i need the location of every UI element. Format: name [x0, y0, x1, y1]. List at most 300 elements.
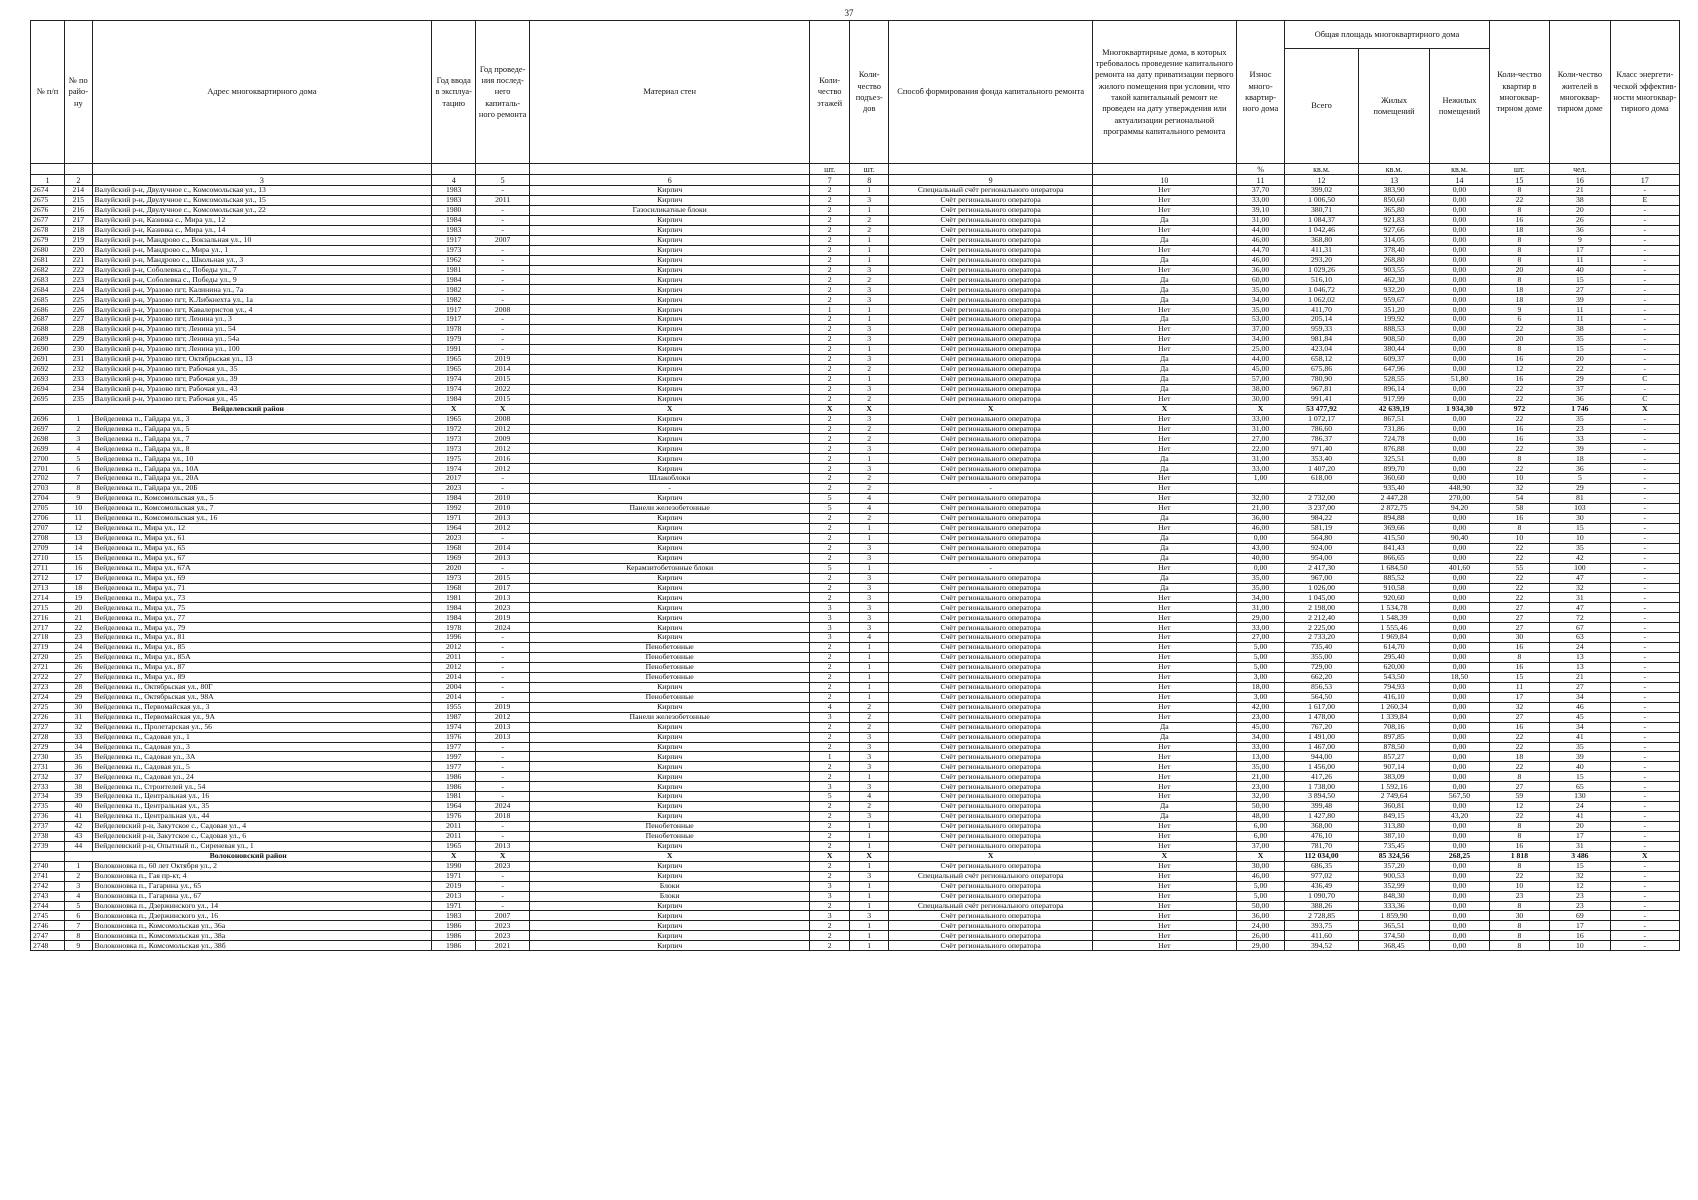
residents-cell: 23 [1550, 891, 1610, 901]
last-repair-year-cell: 2018 [476, 812, 530, 822]
privatization-repair-cell: Нет [1092, 682, 1236, 692]
floors-cell: 2 [810, 335, 850, 345]
apartments-cell: 8 [1489, 921, 1549, 931]
year-built-cell: 1981 [432, 593, 476, 603]
area-residential-cell: 897,85 [1358, 732, 1429, 742]
address-cell: Валуйский р-н, Уразово пгт, Рабочая ул., 43 [92, 384, 432, 394]
privatization-repair-cell: Да [1092, 454, 1236, 464]
area-total-cell: 856,53 [1285, 682, 1359, 692]
energy-class-cell: - [1610, 345, 1679, 355]
privatization-repair-cell: Нет [1092, 563, 1236, 573]
area-residential-cell: 369,66 [1358, 523, 1429, 533]
wall-material-cell: Кирпич [530, 225, 810, 235]
row-index-cell: 2735 [31, 802, 65, 812]
address-cell: Вейделевка п., Гайдара ул., 8 [92, 444, 432, 454]
energy-class-cell: - [1610, 891, 1679, 901]
residents-cell: 5 [1550, 474, 1610, 484]
energy-class-cell: - [1610, 265, 1679, 275]
area-residential-cell: 867,51 [1358, 414, 1429, 424]
table-row [31, 802, 1680, 812]
residents-cell: 47 [1550, 573, 1610, 583]
last-repair-year-cell: 2017 [476, 583, 530, 593]
area-residential-cell: 878,50 [1358, 742, 1429, 752]
wall-material-cell: Кирпич [530, 762, 810, 772]
area-total-cell: 1 045,00 [1285, 593, 1359, 603]
residents-cell: 21 [1550, 672, 1610, 682]
residents-cell: 34 [1550, 722, 1610, 732]
entrances-cell: 1 [849, 523, 889, 533]
district-index-cell: 3 [65, 434, 92, 444]
wall-material-cell: Пенобетонные [530, 822, 810, 832]
residents-cell: 20 [1550, 822, 1610, 832]
district-index-cell: 231 [65, 354, 92, 364]
residents-cell: 39 [1550, 295, 1610, 305]
residents-cell: 39 [1550, 752, 1610, 762]
address-cell: Вейделевский р-н, Опытный п., Сиреневая ул., 1 [92, 841, 432, 851]
energy-class-cell: - [1610, 871, 1679, 881]
district-index-cell: 4 [65, 891, 92, 901]
residents-cell: 39 [1550, 444, 1610, 454]
column-number-cell: 7 [810, 175, 850, 186]
wall-material-cell: Кирпич [530, 345, 810, 355]
floors-cell: 2 [810, 722, 850, 732]
last-repair-year-cell: 2024 [476, 802, 530, 812]
area-residential-cell: 2 749,64 [1358, 792, 1429, 802]
apartments-cell: 8 [1489, 822, 1549, 832]
wall-material-cell: Кирпич [530, 941, 810, 951]
area-residential-cell: 1 548,39 [1358, 613, 1429, 623]
row-index-cell: 2724 [31, 692, 65, 702]
privatization-repair-cell: Нет [1092, 643, 1236, 653]
entrances-cell: 1 [849, 533, 889, 543]
area-total-cell: 2 733,20 [1285, 633, 1359, 643]
privatization-repair-cell: Нет [1092, 613, 1236, 623]
address-cell: Вейделевка п., Гайдара ул., 10 [92, 454, 432, 464]
last-repair-year-cell: 2019 [476, 354, 530, 364]
floors-cell: 2 [810, 186, 850, 196]
address-cell: Вейделевка п., Октябрьская ул., 80Г [92, 682, 432, 692]
wall-material-cell: Кирпич [530, 911, 810, 921]
last-repair-year-cell: 2012 [476, 424, 530, 434]
area-nonresidential-cell: 0,00 [1430, 682, 1489, 692]
fund-method-cell: Счёт регионального оператора [889, 653, 1092, 663]
privatization-repair-cell: Нет [1092, 772, 1236, 782]
table-row [31, 553, 1680, 563]
residents-cell: 72 [1550, 613, 1610, 623]
table-row [31, 722, 1680, 732]
table-header [31, 21, 1680, 186]
energy-class-cell: - [1610, 215, 1679, 225]
last-repair-year-cell: - [476, 335, 530, 345]
wall-material-cell: Кирпич [530, 901, 810, 911]
row-index-cell: 2746 [31, 921, 65, 931]
area-nonresidential-cell: 0,00 [1430, 295, 1489, 305]
privatization-repair-cell: Да [1092, 722, 1236, 732]
wall-material-cell: X [530, 404, 810, 414]
fund-method-cell: Специальный счёт регионального оператора [889, 186, 1092, 196]
last-repair-year-cell: 2013 [476, 732, 530, 742]
apartments-cell: 22 [1489, 593, 1549, 603]
year-built-cell: 1983 [432, 225, 476, 235]
apartments-cell: 16 [1489, 424, 1549, 434]
wall-material-cell: Кирпич [530, 573, 810, 583]
address-cell: Валуйский р-н, Уразово пгт, К.Либкнехта ул., 1а [92, 295, 432, 305]
apartments-cell: 22 [1489, 762, 1549, 772]
row-index-cell: 2721 [31, 663, 65, 673]
apartments-cell: 27 [1489, 623, 1549, 633]
area-residential-cell: 731,86 [1358, 424, 1429, 434]
area-total-cell: 686,35 [1285, 861, 1359, 871]
last-repair-year-cell: X [476, 851, 530, 861]
table-row [31, 712, 1680, 722]
row-index-cell: 2705 [31, 504, 65, 514]
year-built-cell: 1986 [432, 772, 476, 782]
last-repair-year-cell: - [476, 692, 530, 702]
privatization-repair-cell: Да [1092, 802, 1236, 812]
privatization-repair-cell: Да [1092, 513, 1236, 523]
area-nonresidential-cell: 0,00 [1430, 653, 1489, 663]
apartments-cell: 16 [1489, 215, 1549, 225]
wall-material-cell: Кирпич [530, 325, 810, 335]
table-row [31, 205, 1680, 215]
apartments-cell: 6 [1489, 315, 1549, 325]
privatization-repair-cell: Нет [1092, 494, 1236, 504]
year-built-cell: 1984 [432, 215, 476, 225]
entrances-cell: 1 [849, 345, 889, 355]
apartments-cell: 22 [1489, 444, 1549, 454]
floors-cell: 2 [810, 553, 850, 563]
floors-cell: 2 [810, 195, 850, 205]
area-total-cell: 411,70 [1285, 305, 1359, 315]
floors-cell: 2 [810, 225, 850, 235]
table-row [31, 474, 1680, 484]
residents-cell: 21 [1550, 186, 1610, 196]
district-index-cell: 31 [65, 712, 92, 722]
unit-cell: шт. [1489, 164, 1549, 175]
floors-cell: 2 [810, 732, 850, 742]
district-index-cell: 30 [65, 702, 92, 712]
col-header-area-residential: Жилых помещений [1358, 49, 1429, 164]
area-nonresidential-cell: 0,00 [1430, 901, 1489, 911]
area-residential-cell: 374,50 [1358, 931, 1429, 941]
apartments-cell: 22 [1489, 553, 1549, 563]
apartments-cell: 8 [1489, 941, 1549, 951]
privatization-repair-cell: X [1092, 404, 1236, 414]
address-cell: Вейделевка п., Гайдара ул., 7 [92, 434, 432, 444]
wall-material-cell: Кирпич [530, 434, 810, 444]
entrances-cell: 4 [849, 792, 889, 802]
area-nonresidential-cell: 0,00 [1430, 822, 1489, 832]
entrances-cell: 3 [849, 752, 889, 762]
residents-cell: 81 [1550, 494, 1610, 504]
entrances-cell: 1 [849, 643, 889, 653]
privatization-repair-cell: Нет [1092, 911, 1236, 921]
fund-method-cell: Счёт регионального оператора [889, 245, 1092, 255]
area-nonresidential-cell: 0,00 [1430, 841, 1489, 851]
area-residential-cell: 199,92 [1358, 315, 1429, 325]
area-nonresidential-cell: 0,00 [1430, 245, 1489, 255]
unit-cell [530, 164, 810, 175]
floors-cell: 2 [810, 364, 850, 374]
wear-percent-cell: 34,00 [1236, 593, 1284, 603]
table-row [31, 345, 1680, 355]
energy-class-cell: - [1610, 712, 1679, 722]
district-index-cell: 217 [65, 215, 92, 225]
area-residential-cell: 708,16 [1358, 722, 1429, 732]
area-residential-cell: 415,50 [1358, 533, 1429, 543]
district-index-cell: 230 [65, 345, 92, 355]
last-repair-year-cell: 2013 [476, 513, 530, 523]
year-built-cell: 1986 [432, 782, 476, 792]
district-name: Волоконовский район [65, 851, 432, 861]
area-nonresidential-cell: 0,00 [1430, 861, 1489, 871]
district-index-cell: 29 [65, 692, 92, 702]
wall-material-cell: Кирпич [530, 921, 810, 931]
address-cell: Валуйский р-н, Мандрово с., Вокзальная ул., 10 [92, 235, 432, 245]
row-index-cell: 2699 [31, 444, 65, 454]
table-row [31, 335, 1680, 345]
fund-method-cell: Счёт регионального оператора [889, 454, 1092, 464]
fund-method-cell: Счёт регионального оператора [889, 672, 1092, 682]
area-nonresidential-cell: 18,50 [1430, 672, 1489, 682]
year-built-cell: 1996 [432, 633, 476, 643]
table-row [31, 841, 1680, 851]
wear-percent-cell: 34,00 [1236, 295, 1284, 305]
area-total-cell: 355,00 [1285, 653, 1359, 663]
area-total-cell: 1 478,00 [1285, 712, 1359, 722]
fund-method-cell: Счёт регионального оператора [889, 861, 1092, 871]
entrances-cell: 3 [849, 603, 889, 613]
fund-method-cell: X [889, 404, 1092, 414]
entrances-cell: 2 [849, 424, 889, 434]
energy-class-cell: - [1610, 643, 1679, 653]
privatization-repair-cell: Да [1092, 354, 1236, 364]
wall-material-cell: Кирпич [530, 295, 810, 305]
district-index-cell: 11 [65, 513, 92, 523]
area-total-cell: 1 026,00 [1285, 583, 1359, 593]
row-index-cell: 2703 [31, 484, 65, 494]
apartments-cell: 16 [1489, 354, 1549, 364]
year-built-cell: 1977 [432, 742, 476, 752]
residents-cell: 20 [1550, 354, 1610, 364]
wall-material-cell: Газосиликатные блоки [530, 205, 810, 215]
address-cell: Вейделевка п., Мира ул., 77 [92, 613, 432, 623]
address-cell: Вейделевка п., Мира ул., 69 [92, 573, 432, 583]
row-index-cell: 2679 [31, 235, 65, 245]
fund-method-cell: Счёт регионального оператора [889, 702, 1092, 712]
residents-cell: 32 [1550, 583, 1610, 593]
year-built-cell: 1997 [432, 752, 476, 762]
entrances-cell: 1 [849, 772, 889, 782]
apartments-cell: 20 [1489, 265, 1549, 275]
area-nonresidential-cell: 0,00 [1430, 265, 1489, 275]
wear-percent-cell: 44,00 [1236, 225, 1284, 235]
area-nonresidential-cell: 0,00 [1430, 255, 1489, 265]
area-total-cell: 729,00 [1285, 663, 1359, 673]
year-built-cell: 2019 [432, 881, 476, 891]
area-residential-cell: 351,20 [1358, 305, 1429, 315]
area-nonresidential-cell: 0,00 [1430, 663, 1489, 673]
district-index-cell: 226 [65, 305, 92, 315]
last-repair-year-cell: X [476, 404, 530, 414]
fund-method-cell: X [889, 851, 1092, 861]
privatization-repair-cell: Нет [1092, 881, 1236, 891]
area-residential-cell: 268,80 [1358, 255, 1429, 265]
year-built-cell: 2012 [432, 663, 476, 673]
fund-method-cell: - [889, 563, 1092, 573]
last-repair-year-cell: 2015 [476, 394, 530, 404]
unit-cell [92, 164, 432, 175]
residents-cell: 36 [1550, 394, 1610, 404]
entrances-cell: 1 [849, 861, 889, 871]
year-built-cell: 1992 [432, 504, 476, 514]
row-index-cell: 2686 [31, 305, 65, 315]
area-residential-cell: 325,51 [1358, 454, 1429, 464]
wear-percent-cell: X [1236, 404, 1284, 414]
entrances-cell: 2 [849, 434, 889, 444]
wall-material-cell: Кирпич [530, 255, 810, 265]
last-repair-year-cell: 2022 [476, 384, 530, 394]
area-total-cell: 991,41 [1285, 394, 1359, 404]
address-cell: Вейделевка п., Мира ул., 87 [92, 663, 432, 673]
area-total-cell: 981,84 [1285, 335, 1359, 345]
entrances-cell: 2 [849, 484, 889, 494]
wall-material-cell: Кирпич [530, 613, 810, 623]
privatization-repair-cell: Нет [1092, 205, 1236, 215]
floors-cell: 5 [810, 563, 850, 573]
district-index-cell: 228 [65, 325, 92, 335]
district-index-cell: 227 [65, 315, 92, 325]
year-built-cell: 1981 [432, 792, 476, 802]
floors-cell: 2 [810, 205, 850, 215]
area-residential-cell: 959,67 [1358, 295, 1429, 305]
residents-cell: 65 [1550, 782, 1610, 792]
floors-cell: 2 [810, 653, 850, 663]
area-total-cell: 786,37 [1285, 434, 1359, 444]
floors-cell: 2 [810, 484, 850, 494]
wear-percent-cell: 31,00 [1236, 603, 1284, 613]
apartments-cell: 30 [1489, 911, 1549, 921]
floors-cell: 3 [810, 712, 850, 722]
wall-material-cell: Кирпич [530, 633, 810, 643]
energy-class-cell: - [1610, 603, 1679, 613]
table-row [31, 861, 1680, 871]
col-header-energy-class: Класс энергети-ческой эффектив-ности многоквар-тирного дома [1610, 21, 1679, 164]
apartments-cell: 22 [1489, 812, 1549, 822]
apartments-cell: 8 [1489, 345, 1549, 355]
residents-cell: 10 [1550, 533, 1610, 543]
wear-percent-cell: 35,00 [1236, 573, 1284, 583]
area-nonresidential-cell: 0,00 [1430, 235, 1489, 245]
district-index-cell: 6 [65, 911, 92, 921]
wear-percent-cell: 43,00 [1236, 543, 1284, 553]
wall-material-cell: Кирпич [530, 861, 810, 871]
row-index-cell: 2728 [31, 732, 65, 742]
floors-cell: 2 [810, 384, 850, 394]
area-residential-cell: 932,20 [1358, 285, 1429, 295]
floors-cell: 2 [810, 245, 850, 255]
apartments-cell: 58 [1489, 504, 1549, 514]
apartments-cell: 22 [1489, 394, 1549, 404]
residents-cell: 16 [1550, 931, 1610, 941]
privatization-repair-cell: Нет [1092, 633, 1236, 643]
wall-material-cell: Кирпич [530, 682, 810, 692]
apartments-cell: 9 [1489, 305, 1549, 315]
fund-method-cell: Счёт регионального оператора [889, 782, 1092, 792]
area-total-cell: 516,10 [1285, 275, 1359, 285]
energy-class-cell: - [1610, 861, 1679, 871]
entrances-cell: 3 [849, 742, 889, 752]
area-nonresidential-cell: 0,00 [1430, 275, 1489, 285]
fund-method-cell: Счёт регионального оператора [889, 513, 1092, 523]
entrances-cell: 4 [849, 504, 889, 514]
area-total-cell: 658,12 [1285, 354, 1359, 364]
year-built-cell: 1971 [432, 901, 476, 911]
table-row [31, 792, 1680, 802]
last-repair-year-cell: 2008 [476, 414, 530, 424]
apartments-cell: 8 [1489, 931, 1549, 941]
floors-cell: 5 [810, 504, 850, 514]
area-residential-cell: 849,15 [1358, 812, 1429, 822]
area-residential-cell: 2 447,28 [1358, 494, 1429, 504]
district-index-cell: 19 [65, 593, 92, 603]
last-repair-year-cell: - [476, 822, 530, 832]
address-cell: Вейделевка п., Гайдара ул., 20Б [92, 484, 432, 494]
area-residential-cell: 2 872,75 [1358, 504, 1429, 514]
energy-class-cell: - [1610, 384, 1679, 394]
privatization-repair-cell: Нет [1092, 394, 1236, 404]
residents-cell: 12 [1550, 881, 1610, 891]
last-repair-year-cell: - [476, 682, 530, 692]
energy-class-cell: E [1610, 195, 1679, 205]
year-built-cell: 2014 [432, 672, 476, 682]
area-residential-cell: 383,09 [1358, 772, 1429, 782]
wear-percent-cell: 29,00 [1236, 613, 1284, 623]
floors-cell: 2 [810, 802, 850, 812]
wear-percent-cell: 50,00 [1236, 802, 1284, 812]
wall-material-cell: Шлакоблоки [530, 474, 810, 484]
entrances-cell: 3 [849, 613, 889, 623]
district-index-cell: 5 [65, 901, 92, 911]
fund-method-cell: Счёт регионального оператора [889, 285, 1092, 295]
floors-cell: 2 [810, 394, 850, 404]
area-residential-cell: 1 592,16 [1358, 782, 1429, 792]
apartments-cell: 12 [1489, 802, 1549, 812]
area-total-cell: 967,00 [1285, 573, 1359, 583]
residents-cell: 23 [1550, 424, 1610, 434]
table-row [31, 424, 1680, 434]
entrances-cell: 1 [849, 672, 889, 682]
privatization-repair-cell: Нет [1092, 861, 1236, 871]
privatization-repair-cell: Нет [1092, 593, 1236, 603]
floors-cell: 2 [810, 315, 850, 325]
area-total-cell: 380,71 [1285, 205, 1359, 215]
area-total-cell: 1 029,26 [1285, 265, 1359, 275]
district-index-cell: 214 [65, 186, 92, 196]
floors-cell: 2 [810, 235, 850, 245]
col-header-address: Адрес многоквартирного дома [92, 21, 432, 164]
row-index-cell: 2681 [31, 255, 65, 265]
apartments-cell: 16 [1489, 841, 1549, 851]
column-number-cell: 5 [476, 175, 530, 186]
col-header-index: № п/п [31, 21, 65, 164]
district-index-cell: 224 [65, 285, 92, 295]
entrances-cell: 3 [849, 285, 889, 295]
district-index-cell: 24 [65, 643, 92, 653]
energy-class-cell: - [1610, 295, 1679, 305]
col-header-floors: Коли-чество этажей [810, 21, 850, 164]
address-cell: Вейделевка п., Мира ул., 67 [92, 553, 432, 563]
